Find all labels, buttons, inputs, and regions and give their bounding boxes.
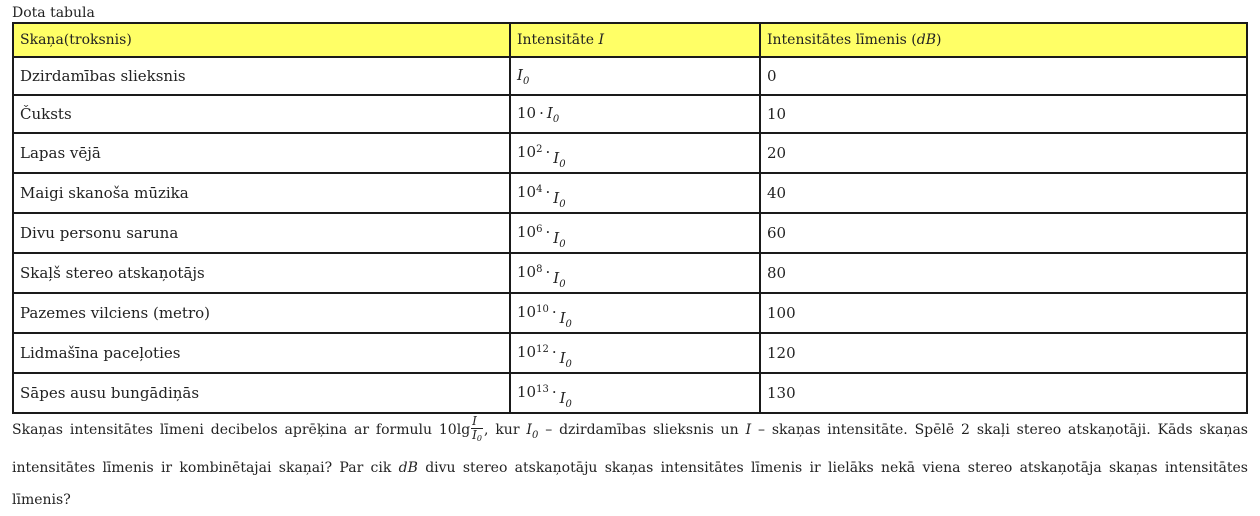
table-row (13, 253, 1247, 293)
table-header-row (13, 23, 1247, 57)
problem-text (12, 414, 1248, 516)
intensity-exponent: 8 (536, 263, 543, 275)
table-row (13, 213, 1247, 253)
sound-name-cell: Lidmašīna paceļoties (13, 333, 510, 373)
intensity-i0 (553, 269, 565, 290)
intensity-i0 (560, 389, 572, 410)
formula-fraction (471, 415, 483, 445)
level-cell: 20 (760, 133, 1247, 173)
sound-intensity-table (12, 22, 1248, 414)
intensity-var: I (553, 268, 560, 287)
intensity-exponent: 2 (536, 143, 543, 155)
intensity-var: I (553, 228, 560, 247)
header-level (760, 23, 1247, 57)
intensity-exponent: 6 (536, 223, 543, 235)
sound-name-cell: Skaļš stereo atskaņotājs (13, 253, 510, 293)
intensity-coef: 10 (517, 302, 537, 321)
table-row (13, 373, 1247, 413)
table-row (13, 133, 1247, 173)
intensity-var: I (553, 188, 560, 207)
problem-part1: Skaņas intensitātes līmeni decibelos aprēķina ar formulu 10lg (12, 422, 471, 438)
sound-name-cell: Čuksts (13, 95, 510, 133)
intensity-var: I (546, 103, 553, 122)
intensity-sub: 0 (559, 198, 566, 210)
intensity-coef: 10 (517, 262, 537, 281)
intensity-sub: 0 (565, 318, 572, 330)
level-cell: 80 (760, 253, 1247, 293)
intensity-i0 (553, 189, 565, 210)
header-intensity-var: I (598, 32, 605, 48)
db-var: dB (398, 460, 418, 476)
table-row (13, 57, 1247, 95)
intensity-var: I (553, 148, 560, 167)
fraction-den-sub: 0 (476, 434, 482, 443)
level-cell: 130 (760, 373, 1247, 413)
intensity-exponent: 13 (536, 383, 549, 395)
level-cell: 40 (760, 173, 1247, 213)
intensity-sub: 0 (565, 358, 572, 370)
multiply-dot: · (551, 302, 557, 321)
level-cell: 120 (760, 333, 1247, 373)
intensity-cell (510, 213, 760, 253)
intensity-i0 (517, 65, 530, 87)
multiply-dot: · (539, 103, 544, 122)
intensity-i0 (553, 149, 565, 170)
table-row (13, 333, 1247, 373)
table-row (13, 293, 1247, 333)
intensity-coef: 10 (517, 342, 537, 361)
problem-part5: divu stereo atskaņotāju skaņas intensitātes līmenis ir lielāks nekā viena stereo atskaņotāja skaņas intensitātes līmenis? (12, 460, 1248, 508)
level-cell: 60 (760, 213, 1247, 253)
fraction-numerator: I (471, 415, 483, 429)
intensity-sub: 0 (565, 398, 572, 410)
multiply-dot: · (551, 342, 557, 361)
intensity-exponent: 12 (536, 343, 549, 355)
sound-name-cell: Maigi skanoša mūzika (13, 173, 510, 213)
level-cell: 0 (760, 57, 1247, 95)
intensity-cell (510, 293, 760, 333)
i0-var: I (526, 422, 532, 438)
intensity-coef: 10 (517, 142, 537, 161)
intensity-i0 (560, 349, 572, 370)
intensity-cell (510, 57, 760, 95)
sound-name-cell: Sāpes ausu bungādiņās (13, 373, 510, 413)
intensity-exponent: 10 (536, 303, 549, 315)
table-row (13, 95, 1247, 133)
intensity-var: I (559, 388, 566, 407)
intensity-sub: 0 (559, 278, 566, 290)
header-sound: Skaņa(troksnis) (13, 23, 510, 57)
multiply-dot: · (545, 222, 551, 241)
multiply-dot: · (551, 382, 557, 401)
sound-name-cell: Dzirdamības slieksnis (13, 57, 510, 95)
intensity-sub: 0 (559, 158, 566, 170)
header-level-close: ) (936, 32, 942, 48)
intensity-cell (510, 253, 760, 293)
sound-name-cell: Pazemes vilciens (metro) (13, 293, 510, 333)
level-cell: 10 (760, 95, 1247, 133)
intensity-coef: 10 (517, 103, 537, 122)
intensity-cell (510, 133, 760, 173)
table-row (13, 173, 1247, 213)
intensity-i0 (560, 309, 572, 330)
intensity-sub: 0 (552, 113, 560, 125)
fraction-den-var: I (472, 428, 477, 442)
intensity-var: I (559, 348, 566, 367)
intensity-cell (510, 373, 760, 413)
header-intensity (510, 23, 760, 57)
intensity-sub: 0 (522, 75, 530, 87)
intensity-cell (510, 173, 760, 213)
level-cell: 100 (760, 293, 1247, 333)
header-intensity-label: Intensitāte (517, 32, 599, 48)
intensity-coef: 10 (517, 222, 537, 241)
intensity-coef: 10 (517, 182, 537, 201)
intensity-var: I (517, 65, 523, 84)
intensity-coef: 10 (517, 382, 537, 401)
intensity-cell (510, 333, 760, 373)
intensity-i0 (553, 229, 565, 250)
header-level-unit: dB (916, 32, 937, 48)
intensity-exponent: 4 (536, 183, 543, 195)
intensity-sub: 0 (559, 238, 566, 250)
problem-part2: , kur (484, 422, 527, 438)
i0-sub: 0 (531, 430, 539, 441)
multiply-dot: · (545, 182, 551, 201)
i-var: I (745, 422, 752, 438)
multiply-dot: · (545, 142, 551, 161)
multiply-dot: · (545, 262, 551, 281)
intensity-cell (510, 95, 760, 133)
intensity-var: I (559, 308, 566, 327)
table-caption: Dota tabula (12, 5, 95, 21)
problem-part3: – dzirdamības slieksnis un (538, 422, 746, 438)
sound-name-cell: Lapas vējā (13, 133, 510, 173)
intensity-i0 (546, 103, 560, 125)
sound-name-cell: Divu personu saruna (13, 213, 510, 253)
header-level-label: Intensitātes līmenis ( (767, 32, 917, 48)
problem-part4: – skaņas intensitāte. Spēlē 2 skaļi stereo atskaņotāji. Kāds skaņas intensitātes līmenis ir kombinētajai skaņai? Par cik (12, 422, 1248, 476)
fraction-denominator (471, 429, 483, 445)
